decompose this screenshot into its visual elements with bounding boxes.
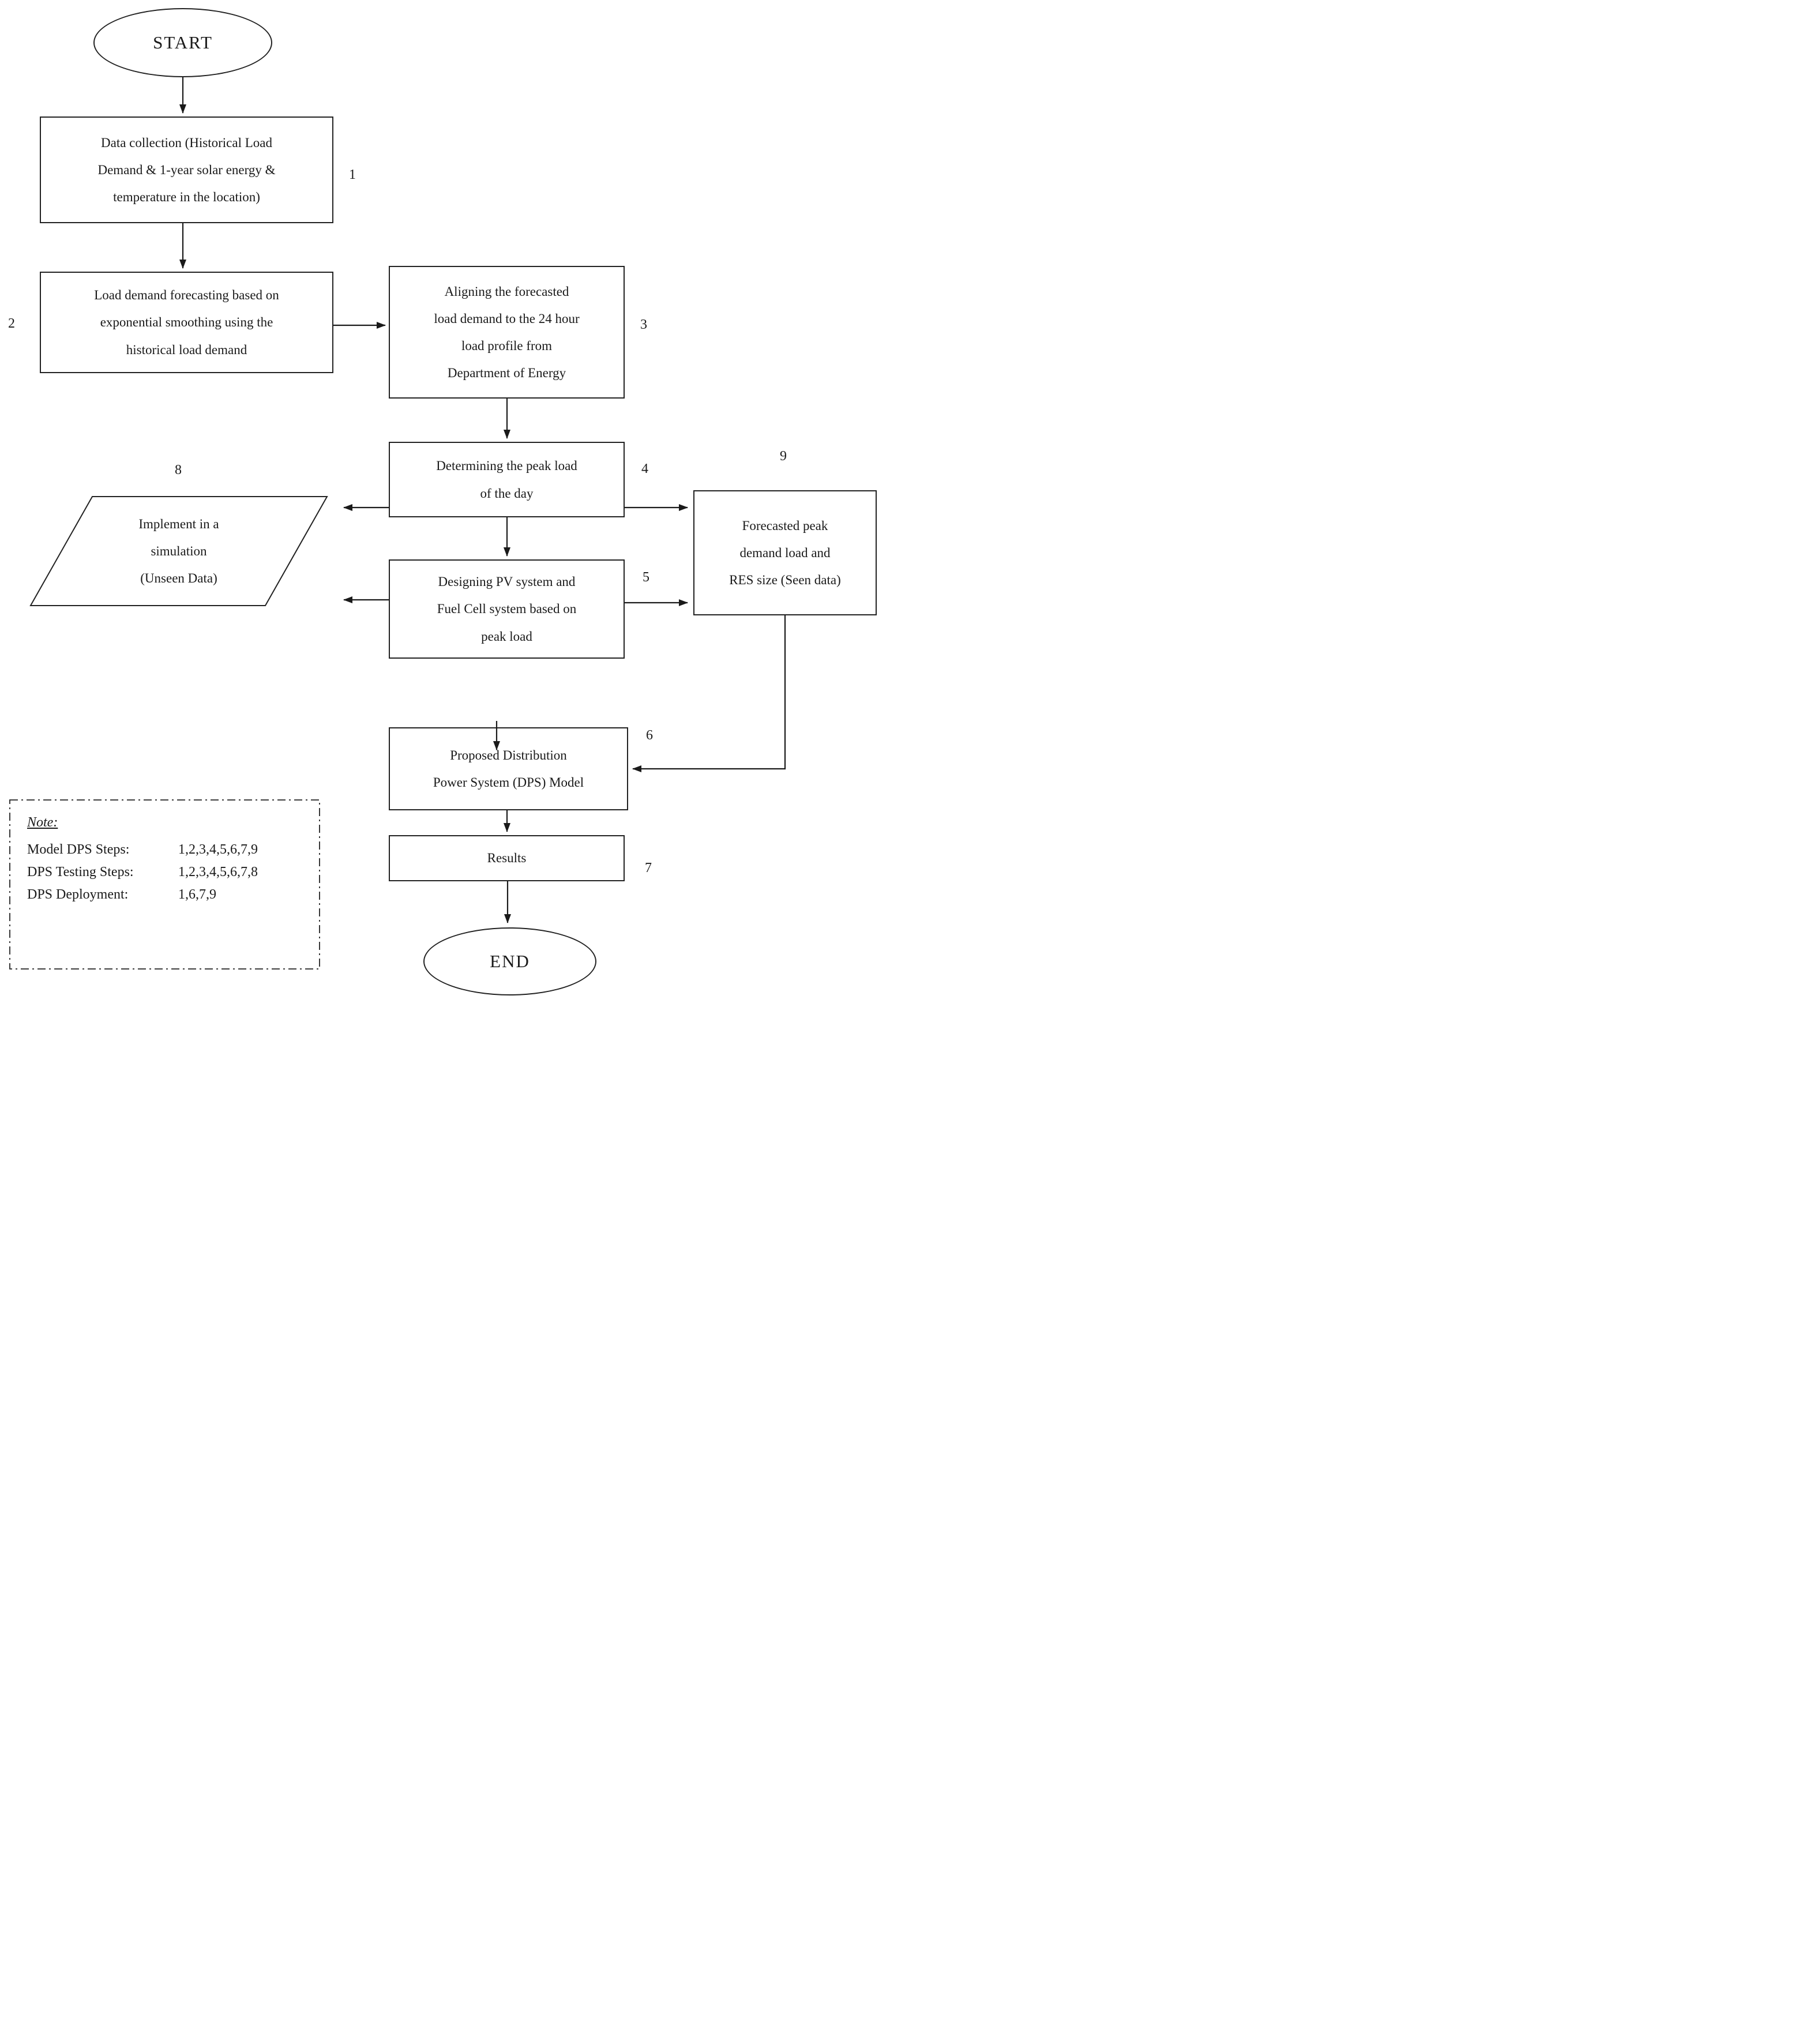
- process-text-line: Department of Energy: [447, 366, 566, 381]
- process-text-line: Aligning the forecasted: [444, 284, 569, 299]
- process-text-line: load profile from: [461, 339, 553, 353]
- process-text-line: Data collection (Historical Load: [101, 135, 272, 150]
- step-number-2: 2: [8, 316, 15, 331]
- step-number-6: 6: [646, 728, 653, 743]
- note-row-label: Model DPS Steps:: [27, 842, 130, 857]
- process-text-line: Forecasted peak: [742, 518, 828, 533]
- io-text-line: (Unseen Data): [140, 571, 217, 586]
- start-label: START: [153, 32, 213, 52]
- note-row: [27, 865, 302, 880]
- process-text-line: load demand to the 24 hour: [434, 311, 580, 326]
- process-text-line: temperature in the location): [113, 190, 260, 205]
- flowchart-canvas: [0, 0, 898, 1022]
- step-number-1: 1: [349, 167, 356, 182]
- io-text-line: simulation: [151, 543, 207, 558]
- note-row-value: 1,6,7,9: [178, 887, 216, 902]
- note-box: [10, 800, 320, 969]
- io-text-line: Implement in a: [138, 516, 219, 531]
- note-row-label: DPS Testing Steps:: [27, 865, 134, 880]
- step-number-4: 4: [641, 461, 648, 476]
- process-determine-peak-load: [389, 442, 625, 517]
- process-text-line: Results: [487, 851, 527, 866]
- note-row: [27, 887, 302, 903]
- process-text-line: of the day: [480, 486, 534, 501]
- process-text-line: peak load: [481, 629, 532, 644]
- process-text-line: Designing PV system and: [438, 574, 576, 589]
- note-row-label: DPS Deployment:: [27, 887, 129, 902]
- step-number-3: 3: [640, 317, 647, 332]
- process-text-line: RES size (Seen data): [729, 573, 841, 588]
- step-number-7: 7: [645, 861, 652, 876]
- process-text-line: Demand & 1-year solar energy &: [97, 162, 276, 177]
- arrow-step9-to-step6: [633, 615, 785, 769]
- note-row-value: 1,2,3,4,5,6,7,9: [178, 842, 258, 857]
- process-text-line: Power System (DPS) Model: [433, 775, 584, 790]
- process-design-pv-fuelcell: [389, 559, 625, 659]
- step-number-8: 8: [175, 463, 182, 478]
- process-data-collection: [40, 117, 333, 223]
- note-title: Note:: [27, 815, 58, 830]
- end-terminator: [423, 927, 596, 995]
- step-number-5: 5: [643, 570, 649, 585]
- process-aligning-load-profile: [389, 266, 625, 399]
- process-text-line: demand load and: [739, 545, 831, 560]
- process-results: [389, 835, 625, 881]
- process-proposed-dps-model: [389, 727, 628, 810]
- note-row: [27, 842, 302, 858]
- note-row-value: 1,2,3,4,5,6,7,8: [178, 865, 258, 880]
- process-forecasted-peak-res: [693, 490, 877, 615]
- step-number-9: 9: [780, 449, 787, 464]
- end-label: END: [490, 951, 530, 971]
- process-text-line: Determining the peak load: [436, 459, 577, 474]
- io-implement-simulation: [75, 509, 283, 593]
- process-text-line: Proposed Distribution: [450, 747, 567, 762]
- process-text-line: exponential smoothing using the: [100, 315, 273, 330]
- process-load-forecasting: [40, 272, 333, 373]
- start-terminator: [93, 8, 272, 77]
- process-text-line: historical load demand: [126, 342, 247, 357]
- process-text-line: Load demand forecasting based on: [94, 288, 279, 303]
- process-text-line: Fuel Cell system based on: [437, 602, 577, 617]
